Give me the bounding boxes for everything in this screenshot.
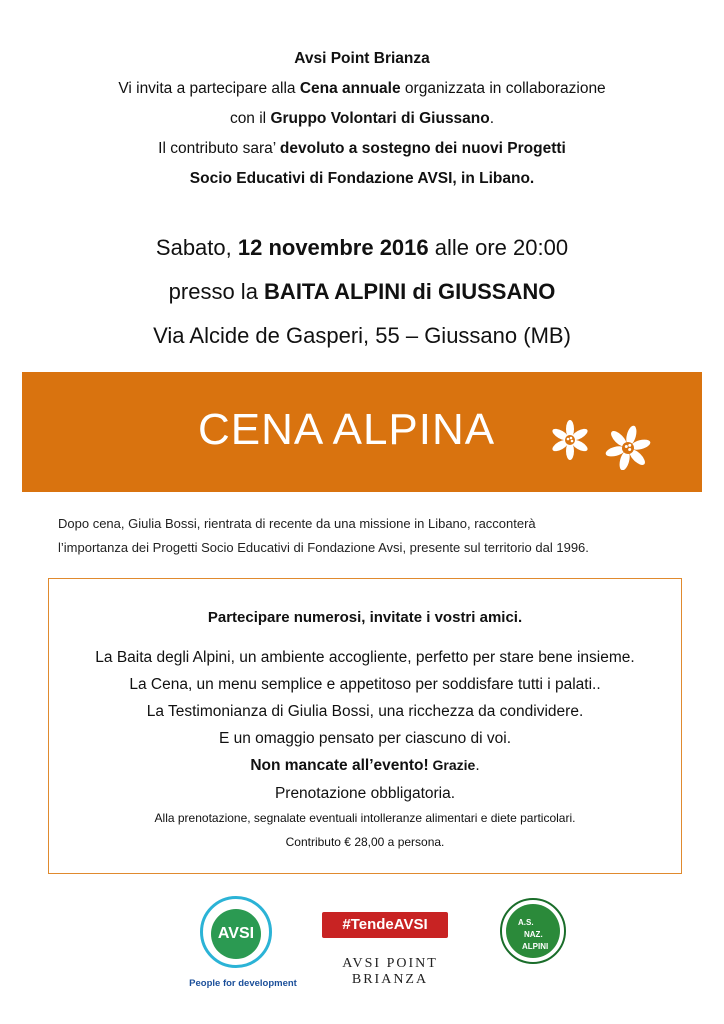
cena-alpina-banner — [22, 372, 702, 492]
event-venue: presso la BAITA ALPINI di GIUSSANO — [168, 279, 556, 304]
event-date: Sabato, 12 novembre 2016 alle ore 20:00 — [155, 235, 569, 260]
invitation-intro: Avsi Point Brianza Vi invita a partecipare alla Cena annuale organizzata in collaborazione con il Gruppo Volontari di Giussano. Il contributo sara’ devoluto a sostegno dei nuovi Progetti Socio Educativi di Fondazione AVSI, in Libano. — [118, 50, 606, 187]
tende-avsi-logo: #TendeAVSI — [322, 912, 448, 938]
box-heading: Partecipare numerosi, invitate i vostri amici. — [207, 609, 523, 626]
event-details — [0, 226, 724, 358]
avsi-point-brianza-logo: AVSI POINT BRIANZA — [342, 956, 438, 987]
invitation-box: Partecipare numerosi, invitate i vostri amici. La Baita degli Alpini, un ambiente accogliente, perfetto per stare bene insieme. La Cena, un menu semplice e appetitoso per soddisfare tutti i palati.. La Testimonianza di Giulia Bossi, una ricchezza da condividere. E un omaggio pensato per ciascuno di voi. Non mancate all’evento! Grazie. Prenotazione obbligatoria. Alla prenotazione, segnalate eventuali intolleranze alimentari e diete particolari. Contributo € 28,00 a persona. — [48, 578, 682, 874]
banner-title: CENA ALPINA — [198, 405, 496, 454]
edelweiss-icon — [542, 420, 672, 470]
testimony-paragraph: Dopo cena, Giulia Bossi, rientrata di recente da una missione in Libano, racconterà l’importanza dei Progetti Socio Educativi di Fondazione Avsi, presente sul territorio dal 1996. — [58, 516, 589, 555]
organizer-name: Avsi Point Brianza — [294, 50, 430, 67]
alpini-logo: A.S. NAZ. ALPINI — [500, 898, 566, 964]
avsi-tagline: People for development — [189, 978, 297, 989]
event-address: Via Alcide de Gasperi, 55 – Giussano (MB) — [153, 323, 571, 348]
sponsor-logos: AVSI People for development #TendeAVSI AVSI POINT BRIANZA A.S. NAZ. ALPINI — [0, 880, 724, 990]
